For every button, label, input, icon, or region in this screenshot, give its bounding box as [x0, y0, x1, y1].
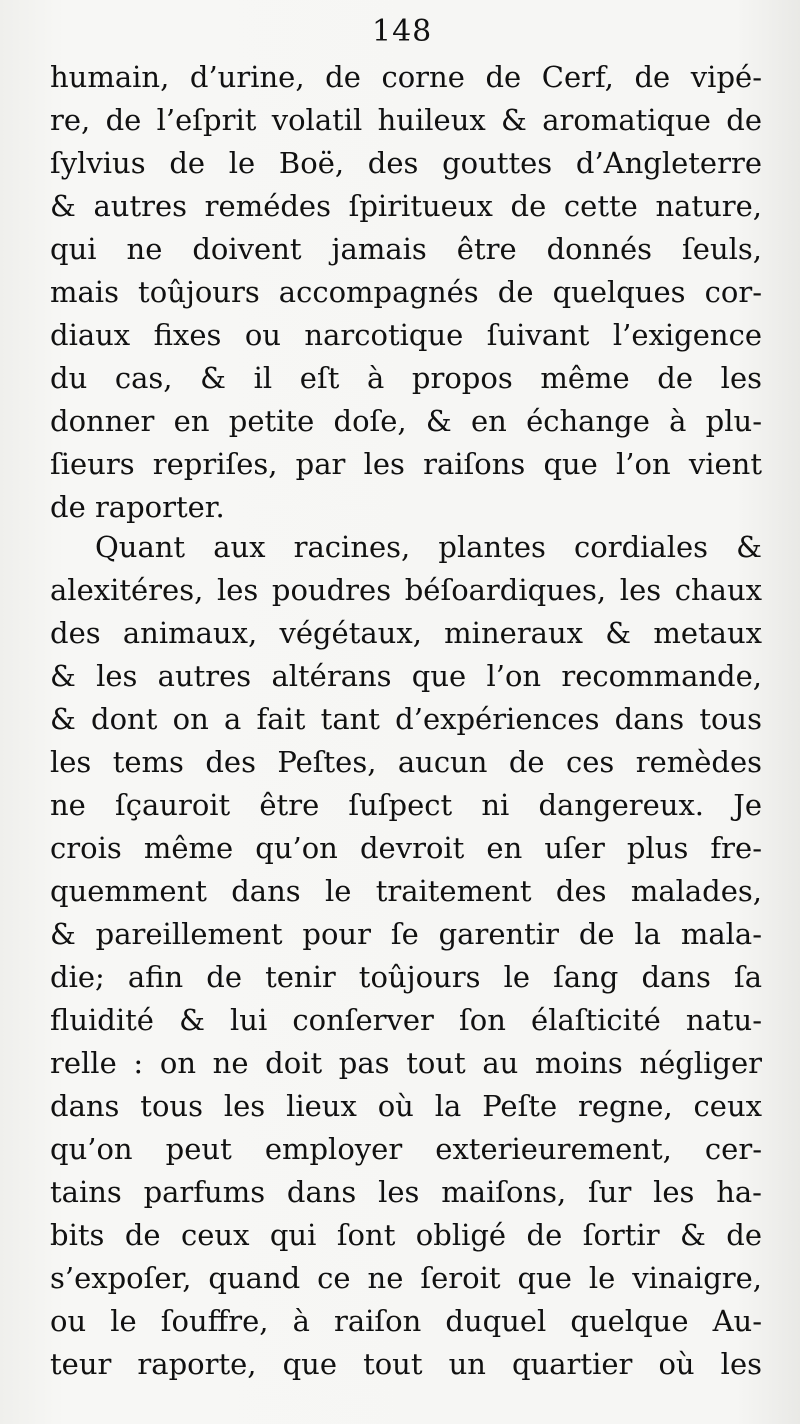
text-line: ne ſçauroit être ſuſpect ni dangereux. Je	[50, 788, 762, 822]
text-line: fluidité & lui conſerver ſon élaſticité natu-	[50, 1003, 762, 1037]
page-number: 148	[372, 14, 433, 49]
text-line: quemment dans le traitement des malades,	[50, 874, 762, 908]
text-line: qui ne doivent jamais être donnés ſeuls,	[50, 232, 762, 266]
text-line: donner en petite doſe, & en échange à plu-	[50, 404, 762, 438]
text-line: crois même qu’on devroit en uſer plus fre-	[50, 831, 762, 865]
text-line: diaux fixes ou narcotique ſuivant l’exigence	[50, 318, 762, 352]
text-line: ſieurs repriſes, par les raiſons que l’on vient	[50, 447, 762, 481]
text-line: & les autres altérans que l’on recommande,	[50, 659, 762, 693]
text-line: ou le ſouffre, à raiſon duquel quelque Au-	[50, 1304, 762, 1338]
text-line: mais toûjours accompagnés de quelques cor-	[50, 275, 762, 309]
text-line: tains parfums dans les maiſons, ſur les ha-	[50, 1175, 762, 1209]
text-line: relle : on ne doit pas tout au moins négliger	[50, 1046, 762, 1080]
text-line: de raporter.	[50, 490, 225, 524]
text-line: re, de l’eſprit volatil huileux & aromatique de	[50, 103, 762, 137]
text-line: bits de ceux qui ſont obligé de ſortir & de	[50, 1218, 762, 1252]
text-line: alexitéres, les poudres béſoardiques, les chaux	[50, 573, 762, 607]
text-line: dans tous les lieux où la Peſte regne, ceux	[50, 1089, 762, 1123]
text-line: qu’on peut employer exterieurement, cer-	[50, 1132, 762, 1166]
text-line: les tems des Peſtes, aucun de ces remèdes	[50, 745, 762, 779]
text-line: du cas, & il eſt à propos même de les	[50, 361, 762, 395]
text-line: ſylvius de le Boë, des gouttes d’Angleterre	[50, 146, 762, 180]
text-line: & autres remédes ſpiritueux de cette nature,	[50, 189, 762, 223]
text-line: & pareillement pour ſe garentir de la mala-	[50, 917, 762, 951]
text-line: des animaux, végétaux, mineraux & metaux	[50, 616, 762, 650]
text-line: teur raporte, que tout un quartier où les	[50, 1347, 762, 1381]
text-line: die; afin de tenir toûjours le ſang dans ſa	[50, 960, 762, 994]
text-line: & dont on a fait tant d’expériences dans tous	[50, 702, 762, 736]
text-line: s’expoſer, quand ce ne ſeroit que le vinaigre,	[50, 1261, 762, 1295]
paragraph-first-line: Quant aux racines, plantes cordiales &	[95, 530, 762, 564]
text-line: humain, d’urine, de corne de Cerf, de vipé-	[50, 60, 762, 94]
